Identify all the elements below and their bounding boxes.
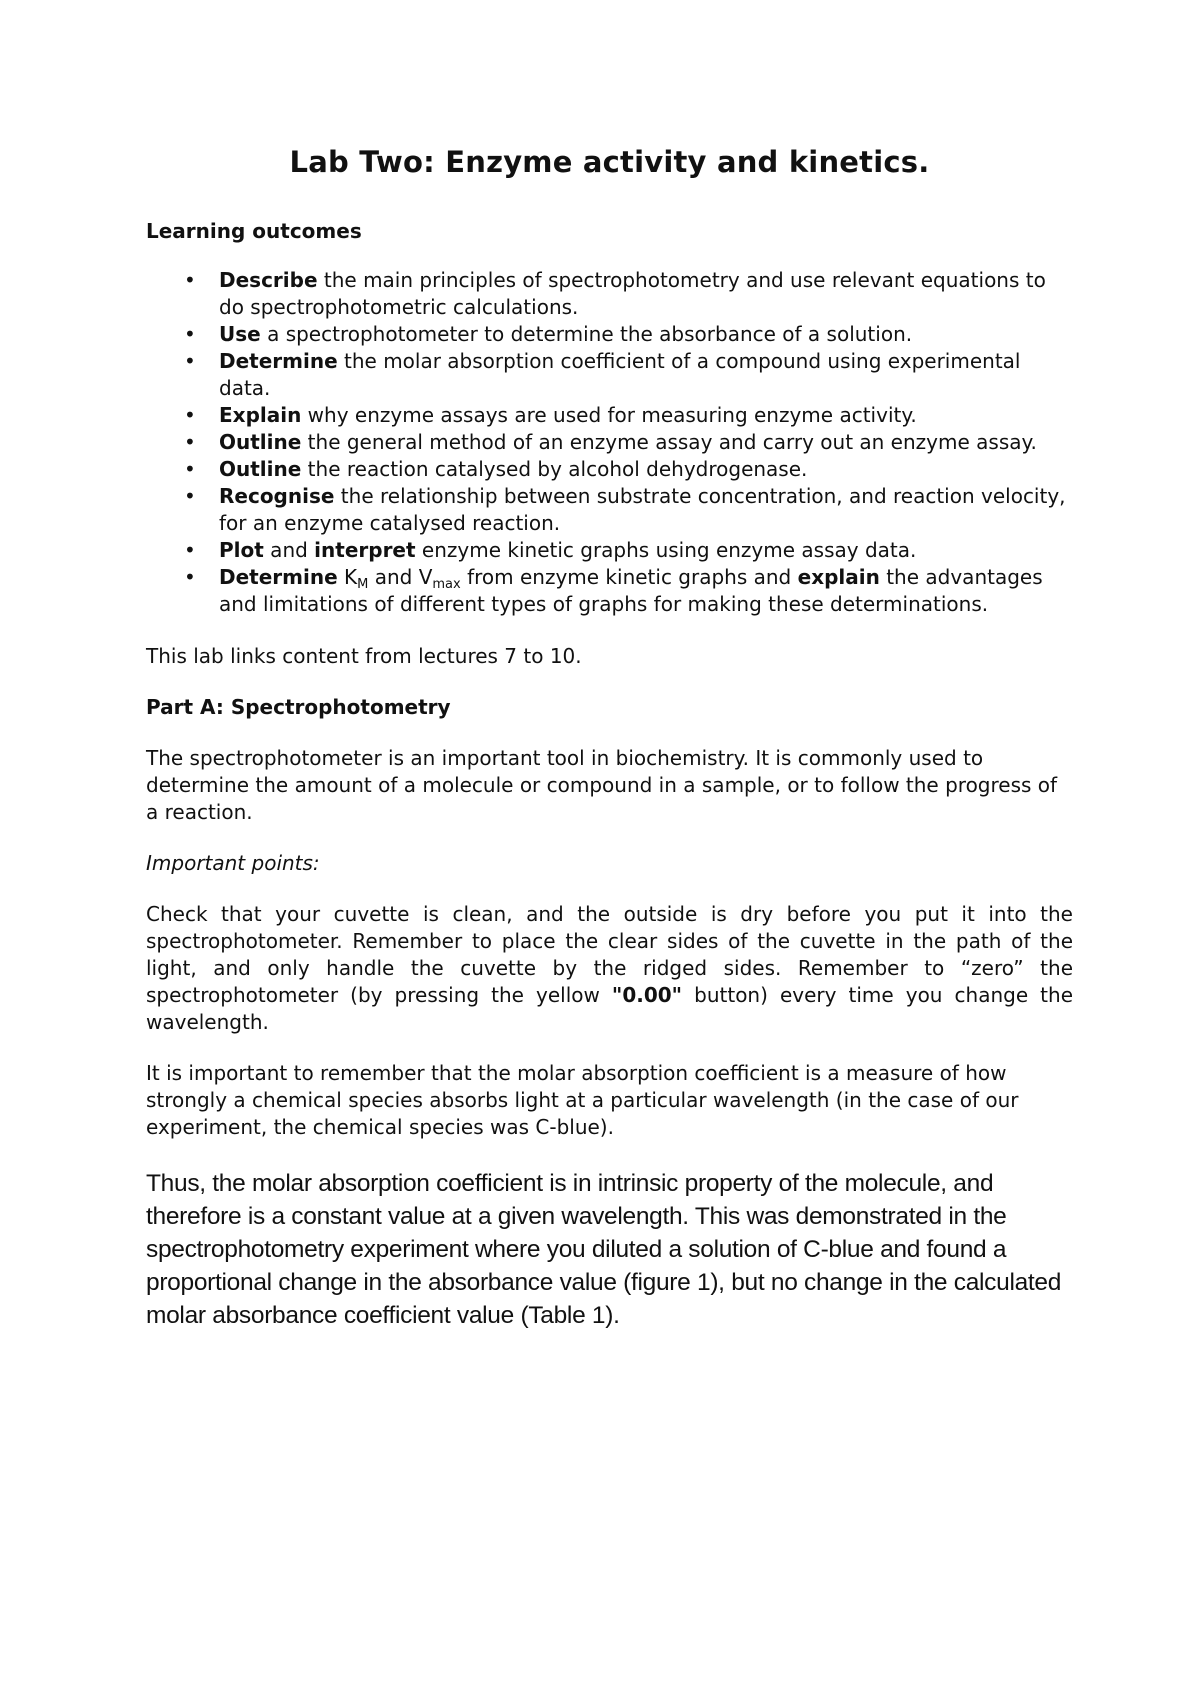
bullet-icon: • — [184, 537, 196, 562]
list-item — [146, 348, 1073, 402]
outcome-text: the relationship between substrate concentration, and reaction velocity, for an enzyme catalysed reaction. — [219, 483, 1066, 535]
outcome-verb: Use — [219, 321, 261, 346]
important-points-label: Important points: — [146, 850, 320, 875]
outcome-text: the reaction catalysed by alcohol dehydrogenase. — [301, 456, 808, 481]
bullet-icon: • — [184, 348, 196, 373]
outcome-verb: Explain — [219, 402, 302, 427]
bullet-icon: • — [184, 483, 196, 508]
outcome-text: the molar absorption coefficient of a compound using experimental data. — [219, 348, 1021, 400]
page-title: Lab Two: Enzyme activity and kinetics. — [289, 145, 930, 179]
conclusion-paragraph: Thus, the molar absorption coefficient is in intrinsic property of the molecule, and therefore is a constant value at a given wavelength. This was demonstrated in the spectrophotometry experiment where you diluted a solution of C-blue and found a proportional change in the absorbance value (figure 1), but no change in the calculated molar absorbance coefficient value (Table 1). — [146, 1169, 1062, 1329]
list-item — [146, 456, 1073, 483]
outcome-text-continued: the advantages and limitations of different types of graphs for making these determinations. — [219, 564, 1043, 616]
outcome-text: from enzyme kinetic graphs and — [460, 564, 798, 589]
outcome-connector: and — [263, 537, 315, 562]
list-item — [146, 429, 1073, 456]
outcome-verb: Plot — [219, 537, 264, 562]
vmax-subscript: max — [432, 576, 461, 592]
cuvette-instructions-text-end: button) every time you change the wavelength. — [146, 982, 1073, 1034]
outcome-verb-secondary: explain — [797, 564, 880, 589]
list-item — [146, 483, 1073, 537]
lecture-links-text: This lab links content from lectures 7 to 10. — [146, 643, 582, 668]
list-item — [146, 537, 1073, 564]
outcome-verb-secondary: interpret — [314, 537, 416, 562]
km-symbol: K — [337, 564, 358, 589]
outcome-verb: Outline — [219, 429, 302, 454]
coefficient-paragraph: It is important to remember that the molar absorption coefficient is a measure of how strongly a chemical species absorbs light at a particular wavelength (in the case of our experiment, the chemical species was C-blue). — [146, 1060, 1019, 1139]
bullet-icon: • — [184, 321, 196, 346]
list-item — [146, 321, 1073, 348]
outcome-text: enzyme kinetic graphs using enzyme assay data. — [415, 537, 917, 562]
bullet-icon: • — [184, 402, 196, 427]
outcome-text: the main principles of spectrophotometry and use relevant equations to do spectrophotometric calculations. — [219, 267, 1046, 319]
outcome-verb: Describe — [219, 267, 318, 292]
list-item — [146, 402, 1073, 429]
vmax-symbol: and V — [368, 564, 433, 589]
outcome-verb: Recognise — [219, 483, 335, 508]
part-a-intro: The spectrophotometer is an important tool in biochemistry. It is commonly used to determine the amount of a molecule or compound in a sample, or to follow the progress of a reaction. — [146, 745, 1058, 824]
bullet-icon: • — [184, 267, 196, 292]
outcome-verb: Determine — [219, 564, 338, 589]
outcome-verb: Determine — [219, 348, 338, 373]
bullet-icon: • — [184, 564, 196, 589]
learning-outcomes-list — [146, 267, 1073, 618]
outcome-text: a spectrophotometer to determine the absorbance of a solution. — [260, 321, 913, 346]
outcome-text: why enzyme assays are used for measuring enzyme activity. — [301, 402, 917, 427]
outcome-text: the general method of an enzyme assay and carry out an enzyme assay. — [301, 429, 1037, 454]
learning-outcomes-heading: Learning outcomes — [146, 218, 362, 243]
part-a-heading: Part A: Spectrophotometry — [146, 694, 451, 719]
zero-button-label: "0.00" — [611, 982, 683, 1007]
cuvette-instructions-text: Check that your cuvette is clean, and the outside is dry before you put it into the spectrophotometer. Remember to place the clear sides of the cuvette in the path of the light, and only handle the cuvette by the ridged sides. Remember to “zero” the spectrophotometer (by pressing the yellow — [146, 901, 1073, 1007]
cuvette-instructions-paragraph — [146, 901, 1073, 1036]
outcome-verb: Outline — [219, 456, 302, 481]
list-item — [146, 564, 1073, 618]
km-subscript: M — [357, 576, 369, 592]
list-item — [146, 267, 1073, 321]
bullet-icon: • — [184, 456, 196, 481]
bullet-icon: • — [184, 429, 196, 454]
